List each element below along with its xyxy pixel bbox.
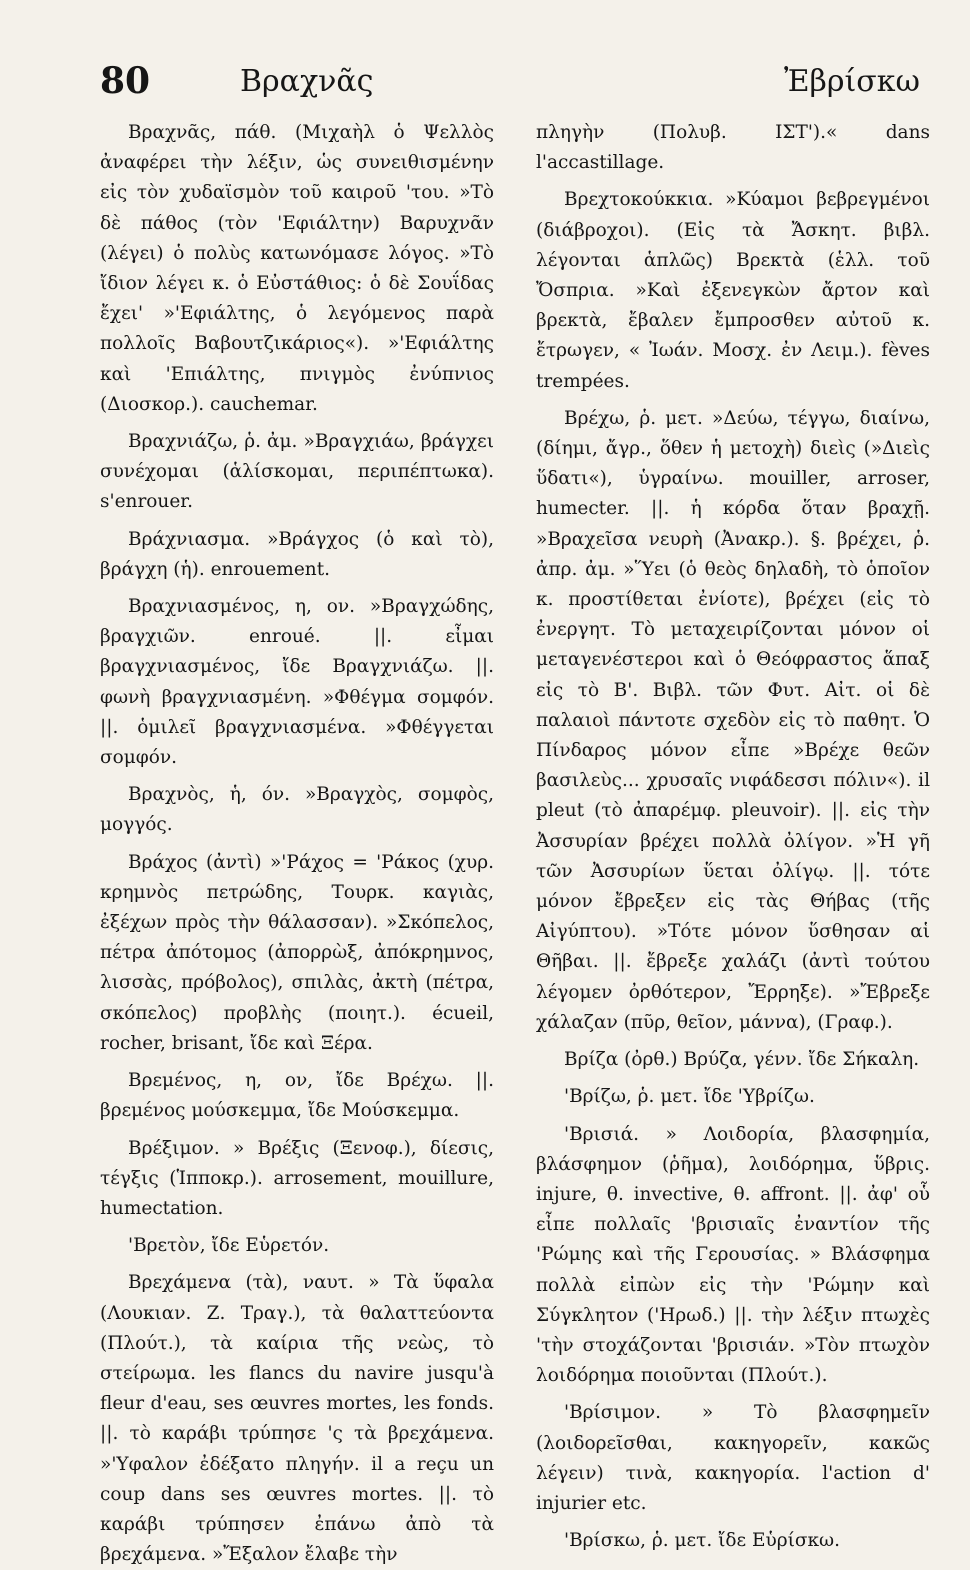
dictionary-entry-continued: πληγὴν (Πολυβ. ΙΣΤ').« dans l'accastillage. — [536, 122, 930, 174]
dictionary-entry: Βρεμένος, η, ον, ἴδε Βρέχω. ||. βρεμένος μούσκεμμα, ἴδε Μούσκεμμα. — [100, 1070, 494, 1122]
dictionary-entry: Βραχνιάζω, ῥ. ἀμ. »Βραγχιάω, βράγχει συνέχομαι (ἁλίσκομαι, περιπέπτωκα). s'enrouer. — [100, 431, 494, 513]
dictionary-entry: Βραχνᾶς, πάθ. (Μιχαὴλ ὁ Ψελλὸς ἀναφέρει τὴν λέξιν, ὡς συνειθισμένην εἰς τὸν χυδαϊσμὸν τοῦ καιροῦ 'του. »Τὸ δὲ πάθος (τὸν 'Εφιάλτην) Βαρυχνᾶν (λέγει) ὁ πολὺς κατωνόμασε λόγος. »Τὸ ἴδιον λέγει κ. ὁ Εὐστάθιος: ὁ δὲ Σουΐδας ἔχει' »'Εφιάλτης, ὁ λεγόμενος παρὰ πολλοῖς Βαβουτζικάριος«). »'Εφιάλτης καὶ 'Επιάλτης, πνιγμὸς ἐνύπνιος (Διοσκορ.). cauchemar. — [100, 122, 494, 415]
right-running-head: Ἐβρίσκω — [783, 64, 920, 99]
dictionary-entry: 'Βρετὸν, ἴδε Εὑρετόν. — [128, 1235, 330, 1257]
dictionary-entry: Βραχνὸς, ἡ, όν. »Βραγχὸς, σομφὸς, μογγός. — [100, 784, 494, 836]
dictionary-entry: Βράχος (ἀντὶ) »'Ράχος = 'Ράκος (χυρ. κρημνὸς πετρώδης, Τουρκ. καγιὰς, ἐξέχων πρὸς τὴν θάλασσαν). »Σκόπελος, πέτρα ἀπότομος (ἀπορρὼξ, ἀπόκρημνος, λισσὰς, πρόβολος), σπιλὰς, ἀκτὴ (πέτρα, σκόπελος) προβλὴς (ποιητ.). écueil, rocher, brisant, ἴδε καὶ Ξέρα. — [100, 851, 494, 1054]
dictionary-entry: Βρίζα (ὀρθ.) Βρύζα, γένν. ἴδε Σήκαλη. — [564, 1049, 920, 1071]
left-running-head: Βραχνᾶς — [240, 64, 374, 99]
dictionary-entry: Βράχνιασμα. »Βράγχος (ὁ καὶ τὸ), βράγχη (ἡ). enrouement. — [100, 528, 494, 580]
dictionary-entry: Βρέχω, ῥ. μετ. »Δεύω, τέγγω, διαίνω, (δίημι, ἄγρ., ὅθεν ἡ μετοχὴ) διεὶς (»Διεὶς ὕδατι«), ὑγραίνω. mouiller, arroser, humecter. ||. ἡ κόρδα ὅταν βραχῇ. »Βραχεῖσα νευρὴ (Ἀνακρ.). §. βρέχει, ῥ. ἀπρ. ἀμ. »Ὕει (ὁ θεὸς δηλαδὴ, τὸ ὁποῖον κ. προστίθεται ἐνίοτε), βρέχει (εἰς τὸ ἐνεργητ. Τὸ μεταχειρίζονται μόνον οἱ μεταγενέστεροι καὶ ὁ Θεόφραστος ἅπαξ εἰς τὸ Β'. Βιβλ. τῶν Φυτ. Αἰτ. οἱ δὲ παλαιοὶ πάντοτε σχεδὸν εἰς τὸ παθητ. Ὁ Πίνδαρος μόνον εἶπε »Βρέχε θεῶν βασιλεὺς... χρυσαῖς νιφάδεσσι πόλιν«). il pleut (τὸ ἀπαρέμφ. pleuvoir). ||. εἰς τὴν Ἀσσυρίαν βρέχει πολλὰ ὀλίγον. »Ἡ γῆ τῶν Ἀσσυρίων ὕεται ὀλίγῳ. ||. τότε μόνον ἔβρεξεν εἰς τὰς Θήβας (τῆς Αἰγύπτου). »Τότε μόνον ὕσθησαν αἱ Θῆβαι. ||. ἔβρεξε χαλάζι (ἀντὶ τούτου λέγομεν ὀρθότερον, Ἔρρηξε). »Ἔβρεξε χάλαζαν (πῦρ, θεῖον, μάννα), (Γραφ.). — [536, 407, 930, 1033]
text-columns — [100, 118, 930, 1566]
dictionary-entry: Βρέξιμον. » Βρέξις (Ξενοφ.), δίεσις, τέγξις (Ἱπποκρ.). arrosement, mouillure, humectation. — [100, 1137, 494, 1219]
dictionary-entry: Βρεχτοκούκκια. »Κύαμοι βεβρεγμένοι (διάβροχοι). (Εἰς τὰ Ἄσκητ. βιβλ. λέγονται ἁπλῶς) Βρεκτὰ (ἑλλ. τοῦ Ὄσπρια. »Καὶ ἐξενεγκὼν ἄρτον καὶ βρεκτὰ, ἔβαλεν ἔμπροσθεν αὐτοῦ κ. ἔτρωγεν, « Ἰωάν. Μοσχ. ἐν Λειμ.). fèves trempées. — [536, 189, 930, 392]
left-column — [100, 118, 494, 1566]
page-header — [100, 60, 930, 110]
right-column — [536, 118, 930, 1552]
page-number: 80 — [100, 60, 151, 102]
dictionary-entry: 'Βρίζω, ῥ. μετ. ἴδε 'Υβρίζω. — [564, 1086, 815, 1108]
dictionary-entry: Βραχνιασμένος, η, ον. »Βραγχώδης, βραγχιῶν. enroué. ||. εἶμαι βραγχνιασμένος, ἴδε Βραγχνιάζω. ||. φωνὴ βραγχνιασμένη. »Φθέγμα σομφόν. ||. ὁμιλεῖ βραγχνιασμένα. »Φθέγγεται σομφόν. — [100, 596, 494, 769]
dictionary-entry: 'Βρίσκω, ῥ. μετ. ἴδε Εὑρίσκω. — [564, 1530, 840, 1552]
dictionary-entry: Βρεχάμενα (τὰ), ναυτ. » Τὰ ὕφαλα (Λουκιαν. Ζ. Τραγ.), τὰ θαλαττεύοντα (Πλούτ.), τὰ καίρια τῆς νεὼς, τὸ στείρωμα. les flancs du navire jusqu'à fleur d'eau, ses œuvres mortes, les fonds. ||. τὸ καράβι τρύπησε 'ς τὰ βρεχάμενα. »'Υφαλον ἐδέξατο πληγήν. il a reçu un coup dans ses œuvres mortes. ||. τὸ καράβι τρύπησεν ἐπάνω ἀπὸ τὰ βρεχάμενα. »Ἔξαλον ἔλαβε τὴν — [100, 1272, 494, 1566]
dictionary-entry: 'Βρισιά. » Λοιδορία, βλασφημία, βλάσφημον (ῥῆμα), λοιδόρημα, ὕβρις. injure, θ. invective, θ. affront. ||. ἀφ' οὗ εἶπε πολλαῖς 'βρισιαῖς ἐναντίον τῆς 'Ρώμης καὶ τῆς Γερουσίας. » Βλάσφημα πολλὰ εἰπὼν εἰς τὴν 'Ρώμην καὶ Σύγκλητον ('Ηρωδ.) ||. τὴν λέξιν πτωχὲς 'τὴν στοχάζονται 'βρισιάν. »Τὸν πτωχὸν λοιδόρημα ποιοῦνται (Πλούτ.). — [536, 1123, 930, 1387]
dictionary-entry: 'Βρίσιμον. » Τὸ βλασφημεῖν (λοιδορεῖσθαι, κακηγορεῖν, κακῶς λέγειν) τινὰ, κακηγορία. l'action d' injurier etc. — [536, 1402, 930, 1514]
